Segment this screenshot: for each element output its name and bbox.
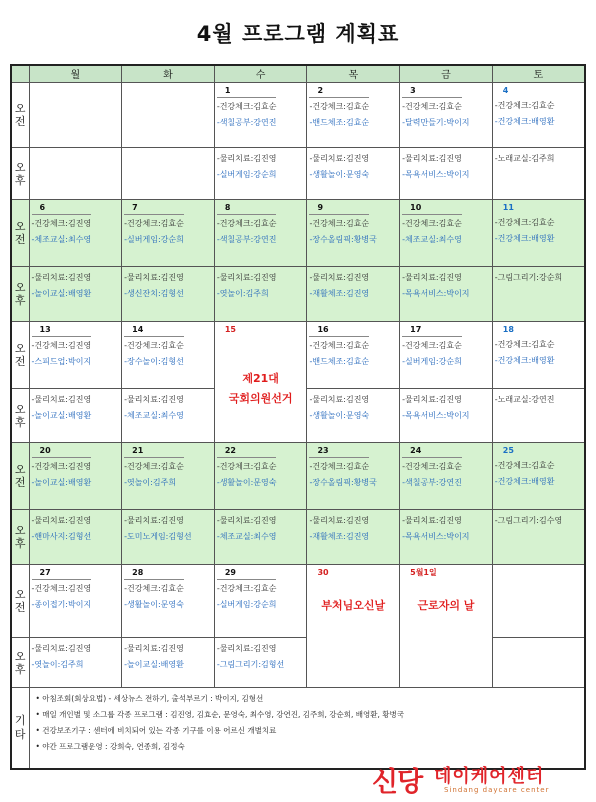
period-char: 오 (14, 281, 26, 295)
day-header-thu: 목 (307, 65, 400, 83)
day-cell (307, 267, 400, 322)
program-entry: -물리치료:김진영 (31, 394, 92, 404)
program-entry: -실버게임:강순희 (216, 169, 277, 179)
period-char: 후 (14, 537, 26, 551)
day-cell (400, 388, 493, 443)
program-entry: -놀이교실:배영환 (124, 659, 184, 669)
program-entry: -도미노게임:김형선 (124, 532, 192, 542)
program-entry: -건강체크:김효순 (494, 101, 555, 110)
day-cell (214, 267, 307, 322)
period-char: 전 (14, 600, 26, 614)
notes-row (11, 688, 585, 769)
date-number: 1 (217, 85, 277, 98)
program-entry: -물리치료:김진영 (309, 153, 370, 163)
date-number: 25 (502, 446, 514, 456)
day-cell (122, 510, 215, 565)
program-entry: -놀이교실:배영환 (31, 478, 92, 488)
date-number: 9 (309, 202, 369, 215)
day-cell (214, 510, 307, 565)
note-item: • 아침조회(회상요법) - 세상뉴스 전하기, 출석부르기 : 박이지, 김형선 (35, 694, 264, 704)
program-entry: -물리치료:김진영 (309, 394, 370, 404)
day-cell (29, 564, 122, 637)
program-entry: -목욕서비스:박이지 (402, 289, 470, 299)
program-entry: -그림그리기:강순희 (494, 273, 563, 283)
day-cell (122, 637, 215, 688)
holiday-label: 근로자의 날 (417, 598, 475, 612)
program-entry: -건강체크:김효순 (402, 219, 462, 229)
day-cell (492, 510, 585, 565)
program-entry: -장수올림픽:황병국 (309, 235, 377, 245)
day-cell (492, 321, 585, 388)
program-entry: -장수올림픽:황병국 (309, 478, 377, 488)
day-cell (400, 564, 493, 688)
day-cell (492, 637, 585, 688)
day-cell (122, 388, 215, 443)
day-cell (29, 443, 122, 510)
program-entry: -건강체크:김진영 (31, 219, 92, 229)
program-entry: -건강체크:김효순 (309, 102, 370, 111)
day-cell (307, 564, 400, 688)
day-cell (29, 321, 122, 388)
program-entry: -물리치료:김진영 (124, 643, 184, 653)
program-entry: -물리치료:김진영 (309, 273, 370, 283)
program-entry: -엿놀이:김주희 (124, 478, 177, 488)
date-number: 28 (124, 567, 184, 580)
day-cell (122, 147, 215, 200)
day-header-mon: 월 (29, 65, 122, 83)
program-entry: -밴드체조:김효순 (309, 118, 370, 127)
day-cell (492, 564, 585, 637)
week-4-am-row (11, 443, 585, 510)
date-number: 29 (217, 567, 277, 580)
date-number: 21 (124, 445, 184, 458)
program-entry: -핸마사지:김형선 (31, 532, 92, 542)
week-5-pm-row (11, 637, 585, 688)
day-header-wed: 수 (214, 65, 307, 83)
program-entry: -재활체조:김진영 (309, 532, 370, 542)
date-number: 11 (502, 203, 514, 213)
program-entry: -건강체크:김효순 (216, 583, 277, 593)
program-entry: -물리치료:김진영 (402, 516, 462, 526)
program-entry: -물리치료:김진영 (124, 394, 184, 404)
day-header-sat: 토 (492, 65, 585, 83)
program-entry: -노래교실:김주희 (494, 153, 555, 163)
period-label (11, 443, 29, 510)
period-char: 오 (14, 402, 26, 416)
program-entry: -건강체크:배영환 (494, 477, 555, 487)
period-label (11, 510, 29, 565)
date-number: 4 (502, 86, 509, 95)
day-cell (492, 200, 585, 267)
program-entry: -색칠공부:강연진 (402, 478, 462, 488)
program-entry: -그림그리기:김수영 (494, 516, 563, 526)
program-entry: -목욕서비스:박이지 (402, 169, 470, 179)
day-cell (122, 83, 215, 148)
program-entry: -달력만들기:박이지 (402, 118, 470, 127)
day-cell (29, 388, 122, 443)
day-cell (492, 388, 585, 443)
program-entry: -물리치료:김진영 (216, 273, 277, 283)
program-entry: -물리치료:김진영 (402, 273, 462, 283)
program-entry: -엿놀이:김주희 (216, 289, 269, 299)
period-label (11, 637, 29, 688)
notes-label (11, 688, 29, 769)
period-char: 전 (14, 114, 26, 128)
notes-label-char: 기 (14, 714, 26, 728)
program-entry: -생활놀이:문영숙 (309, 169, 370, 179)
day-cell (400, 443, 493, 510)
day-cell (492, 83, 585, 148)
program-entry: -놀이교실:배영환 (31, 410, 92, 420)
date-number: 17 (402, 324, 462, 337)
note-item: • 건강보조기구 : 센터에 비치되어 있는 각종 기구를 이용 어르신 개별치료 (35, 726, 277, 736)
program-entry: -실버게임:강순희 (216, 599, 277, 609)
week-1-pm-row (11, 147, 585, 200)
day-cell (400, 510, 493, 565)
period-char: 전 (14, 476, 26, 490)
day-cell (214, 564, 307, 637)
period-char: 오 (14, 220, 26, 234)
program-entry: -체조교실:최수영 (216, 532, 277, 542)
day-cell (122, 443, 215, 510)
week-2-am-row (11, 200, 585, 267)
brand-rest: 데이케어센터 (434, 766, 545, 787)
day-cell (29, 147, 122, 200)
day-cell (122, 267, 215, 322)
program-entry: -건강체크:김진영 (31, 583, 92, 593)
program-entry: -물리치료:김진영 (124, 273, 184, 283)
date-number: 8 (217, 202, 277, 215)
date-number: 5월1일 (410, 567, 437, 577)
period-char: 오 (14, 160, 26, 174)
page-title: 4월 프로그램 계획표 (196, 22, 400, 46)
program-entry: -건강체크:김효순 (494, 218, 555, 228)
program-entry: -엿놀이:김주희 (31, 659, 84, 669)
week-3-am-row (11, 321, 585, 388)
holiday-label: 국회의원선거 (228, 391, 293, 405)
program-entry: -건강체크:김효순 (402, 462, 462, 472)
program-entry: -물리치료:김진영 (309, 516, 370, 526)
period-char: 오 (14, 587, 26, 601)
program-entry: -건강체크:김효순 (494, 461, 555, 471)
date-number: 27 (32, 567, 92, 580)
period-label (11, 564, 29, 637)
program-entry: -건강체크:김효순 (402, 102, 462, 111)
program-entry: -건강체크:배영환 (494, 355, 555, 365)
program-entry: -건강체크:김효순 (494, 339, 555, 349)
period-label (11, 267, 29, 322)
week-2-pm-row (11, 267, 585, 322)
date-number: 22 (217, 445, 277, 458)
period-label (11, 83, 29, 148)
brand-logo (372, 760, 592, 800)
program-entry: -체조교실:최수영 (31, 235, 92, 245)
period-char: 후 (14, 173, 26, 187)
day-cell (122, 321, 215, 388)
notes-label-char: 타 (14, 728, 26, 742)
note-item: • 야간 프로그램운영 : 강희숙, 연종희, 김정숙 (35, 742, 185, 752)
week-5-am-row (11, 564, 585, 637)
program-entry: -건강체크:김효순 (216, 219, 277, 229)
header-corner (11, 65, 29, 83)
period-label (11, 147, 29, 200)
day-cell (29, 637, 122, 688)
period-char: 오 (14, 101, 26, 115)
day-cell (307, 147, 400, 200)
day-cell (214, 147, 307, 200)
program-entry: -물리치료:김진영 (31, 643, 92, 653)
day-cell (492, 443, 585, 510)
day-cell (307, 200, 400, 267)
program-entry: -목욕서비스:박이지 (402, 410, 470, 420)
period-label (11, 200, 29, 267)
program-entry: -실버게임:강순희 (124, 235, 184, 245)
day-cell (29, 200, 122, 267)
date-number: 20 (32, 445, 92, 458)
day-header-fri: 금 (400, 65, 493, 83)
period-char: 전 (14, 354, 26, 368)
program-entry: -건강체크:김효순 (216, 462, 277, 472)
day-cell (400, 200, 493, 267)
program-entry: -실버게임:강순희 (402, 356, 462, 366)
date-number: 2 (309, 85, 369, 98)
week-4-pm-row (11, 510, 585, 565)
program-calendar (10, 64, 586, 770)
period-char: 전 (14, 233, 26, 247)
day-cell (214, 200, 307, 267)
period-label (11, 321, 29, 388)
date-number: 16 (309, 324, 369, 337)
program-entry: -색칠공부:강연진 (216, 118, 277, 127)
period-char: 오 (14, 463, 26, 477)
program-entry: -물리치료:김진영 (216, 516, 277, 526)
day-cell (400, 321, 493, 388)
program-entry: -건강체크:김효순 (309, 462, 370, 472)
holiday-label: 제21대 (242, 371, 279, 385)
program-entry: -물리치료:김진영 (402, 394, 462, 404)
day-cell (307, 388, 400, 443)
day-cell (492, 147, 585, 200)
date-number: 15 (224, 324, 236, 334)
brand-english: Sindang daycare center (444, 786, 550, 794)
day-cell (307, 83, 400, 148)
note-item: • 매일 개인별 및 소그룹 각종 프로그램 : 김진영, 김효순, 문영숙, 최수영, 강연진, 김주희, 강순희, 배영환, 황병국 (35, 710, 404, 720)
program-entry: -물리치료:김진영 (31, 516, 92, 526)
day-cell (307, 321, 400, 388)
program-entry: -체조교실:최수영 (124, 410, 184, 420)
period-char: 오 (14, 649, 26, 663)
program-entry: -물리치료:김진영 (216, 643, 277, 653)
program-entry: -물리치료:김진영 (31, 273, 92, 283)
period-char: 오 (14, 524, 26, 538)
day-cell (122, 200, 215, 267)
holiday-label: 부처님오신날 (321, 598, 386, 612)
date-number: 7 (124, 202, 184, 215)
program-entry: -건강체크:김효순 (309, 219, 370, 229)
program-entry: -놀이교실:배영환 (31, 289, 92, 299)
program-entry: -종이접기:박이지 (31, 599, 92, 609)
program-entry: -장수놀이:김형선 (124, 356, 184, 366)
program-entry: -건강체크:김효순 (124, 583, 184, 593)
period-label (11, 388, 29, 443)
date-number: 6 (32, 202, 92, 215)
program-entry: -건강체크:김효순 (124, 340, 184, 350)
program-entry: -건강체크:김효순 (124, 219, 184, 229)
program-entry: -그림그리기:김형선 (216, 659, 285, 669)
day-cell (214, 637, 307, 688)
day-cell (29, 510, 122, 565)
program-entry: -노래교실:강연진 (494, 394, 555, 404)
program-entry: -색칠공부:강연진 (216, 235, 277, 245)
day-cell (214, 321, 307, 442)
day-cell (29, 267, 122, 322)
period-char: 오 (14, 341, 26, 355)
notes-content (29, 688, 585, 769)
program-entry: -체조교실:최수영 (402, 235, 462, 245)
program-entry: -건강체크:배영환 (494, 234, 555, 244)
program-entry: -물리치료:김진영 (216, 153, 277, 163)
date-number: 13 (32, 324, 92, 337)
program-entry: -생신잔치:김형선 (124, 289, 184, 299)
day-cell (492, 267, 585, 322)
program-entry: -물리치료:김진영 (402, 153, 462, 163)
day-cell (400, 267, 493, 322)
date-number: 18 (502, 324, 514, 334)
day-cell (400, 83, 493, 148)
date-number: 3 (402, 85, 462, 98)
program-entry: -생활놀이:문영숙 (309, 410, 370, 420)
period-char: 후 (14, 415, 26, 429)
program-entry: -목욕서비스:박이지 (402, 532, 470, 542)
program-entry: -스피드업:박이지 (31, 356, 92, 366)
day-cell (29, 83, 122, 148)
period-char: 후 (14, 662, 26, 676)
day-header-tue: 화 (122, 65, 215, 83)
date-number: 10 (402, 202, 462, 215)
program-entry: -건강체크:김효순 (216, 102, 277, 111)
period-char: 후 (14, 294, 26, 308)
day-cell (307, 510, 400, 565)
program-entry: -건강체크:배영환 (494, 117, 555, 126)
day-cell (214, 83, 307, 148)
week-1-am-row (11, 83, 585, 148)
date-number: 23 (309, 445, 369, 458)
program-entry: -건강체크:김진영 (31, 340, 92, 350)
date-number: 30 (317, 567, 329, 577)
date-number: 14 (124, 324, 184, 337)
program-entry: -재활체조:김진영 (309, 289, 370, 299)
program-entry: -건강체크:김효순 (402, 340, 462, 350)
program-entry: -건강체크:김진영 (31, 462, 92, 472)
day-cell (214, 443, 307, 510)
date-number: 24 (402, 445, 462, 458)
program-entry: -밴드체조:김효순 (309, 356, 370, 366)
program-entry: -물리치료:김진영 (124, 516, 184, 526)
day-cell (122, 564, 215, 637)
program-entry: -생활놀이:문영숙 (124, 599, 184, 609)
brand-main: 신당 (372, 767, 423, 798)
program-entry: -건강체크:김효순 (309, 340, 370, 350)
program-entry: -생활놀이:문영숙 (216, 478, 277, 488)
program-entry: -건강체크:김효순 (124, 462, 184, 472)
day-cell (400, 147, 493, 200)
day-cell (307, 443, 400, 510)
